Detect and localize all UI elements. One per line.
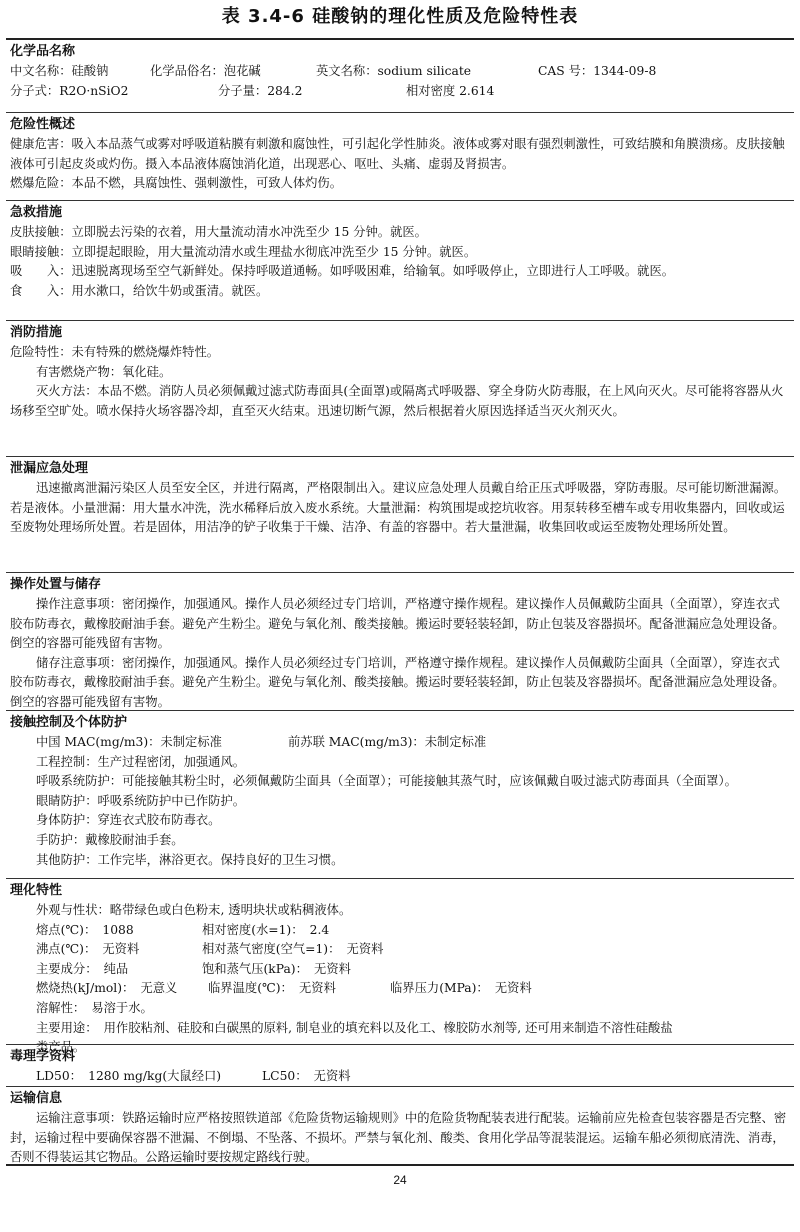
hazard-property: 危险特性：未有特殊的燃烧爆炸特性。 [10, 345, 220, 359]
respiratory-protection [10, 772, 790, 792]
main-use: 主要用途： 用作胶粘剂、硅胶和白碳黑的原料, 制皂业的填充料以及化工、橡胶防水剂等, 还可用来制造不溶性硅酸盐类产品。 [36, 1020, 673, 1055]
section-handling-storage [6, 572, 794, 710]
molecular-weight: 分子量：284.2 [218, 83, 303, 98]
section-heading: 急救措施 [10, 205, 63, 220]
transport-notes [10, 1109, 790, 1168]
section-heading: 运输信息 [10, 1091, 63, 1106]
page-number: 24 [393, 1173, 407, 1187]
leak-procedure [10, 479, 790, 538]
eye-protection: 眼睛防护：呼吸系统防护中已作防护。 [36, 793, 246, 808]
property-table [6, 38, 794, 1166]
boiling-row [10, 940, 790, 960]
boiling-point: 沸点(℃)： 无资料 [36, 942, 140, 957]
section-heading: 毒理学资料 [10, 1049, 76, 1064]
section-leak [6, 456, 794, 572]
ingestion: 食 入：用水漱口，给饮牛奶或蛋清。就医。 [10, 283, 269, 298]
section-heading: 化学品名称 [10, 44, 76, 59]
relative-density: 相对密度 2.614 [406, 83, 495, 98]
section-identification [6, 40, 794, 112]
page-title: 表 3.4-6 硅酸钠的理化性质及危险特性表 [221, 6, 579, 27]
vapor-density: 相对蒸气密度(空气=1)： 无资料 [202, 942, 384, 957]
transport-text: 运输注意事项：铁路运输时应严格按照铁道部《危险货物运输规则》中的危险货物配装表进行配装。运输前应先检查包装容器是否完整、密封，运输过程中要确保容器不泄漏、不倒塌、不坠落、不损坏。严禁与氧化剂、酸类、食用化学品等混装混运。运输车船必须彻底清洗、消毒，否则不得装运其它物品。公路运输时要按规定路线行驶。 [10, 1111, 787, 1165]
respiratory-text: 呼吸系统防护：可能接触其粉尘时，必须佩戴防尘面具（全面罩）；可能接触其蒸气时，应该佩戴自吸过滤式防毒面具（全面罩）。 [36, 774, 737, 789]
section-firefighting [6, 320, 794, 456]
section-heading: 理化特性 [10, 883, 63, 898]
main-component: 主要成分： 纯品 [36, 961, 129, 976]
common-name: 化学品俗名：泡花碱 [150, 64, 261, 78]
critical-temperature: 临界温度(℃)： 无资料 [208, 981, 336, 996]
extinguishing-method [10, 382, 790, 421]
extinguishing-text: 灭火方法：本品不燃。消防人员必须佩戴过滤式防毒面具(全面罩)或隔离式呼吸器、穿全身防火防毒服，在上风向灭火。尽可能将容器从火场移至空旷处。喷水保持火场容器冷却，直至灭火结束。迅速切断气源，然后根据着火原因选择适当灭火剂灭火。 [10, 384, 784, 418]
section-transport [6, 1086, 794, 1164]
engineering-control: 工程控制：生产过程密闭，加强通风。 [36, 754, 246, 769]
mac-row [10, 733, 790, 753]
combustion-products: 有害燃烧产物：氧化硅。 [36, 364, 172, 379]
solubility: 溶解性： 易溶于水。 [36, 1000, 153, 1015]
lc50: LC50： 无资料 [262, 1069, 351, 1083]
formula-row [10, 82, 790, 102]
storage-notes [10, 654, 790, 713]
leak-text: 迅速撤离泄漏污染区人员至安全区，并进行隔离，严格限制出入。建议应急处理人员戴自给正压式呼吸器，穿防毒服。尽可能切断泄漏源。若是液体。小量泄漏：用大量水冲洗，洗水稀释后放入废水系统。大量泄漏：构筑围堤或挖坑收容。用泵转移至槽车或专用收集器内，回收或运至废物处理场所处置。若是固体，用洁净的铲子收集于干燥、洁净、有盖的容器中。若大量泄漏，收集回收或运至废物处理场所处置。 [10, 481, 787, 535]
health-hazard: 健康危害：吸入本品蒸气或雾对呼吸道粘膜有刺激和腐蚀性，可引起化学性肺炎。液体或雾对眼有强烈刺激性，可致结膜和角膜溃疡。皮肤接触液体可引起皮炎或灼伤。摄入本品液体腐蚀消化道，出现恶心、呕吐、头痛、虚弱及肾损害。 [10, 137, 785, 171]
ussr-mac: 前苏联 MAC(mg/m3)：未制定标准 [288, 735, 487, 749]
inhalation: 吸 入：迅速脱离现场至空气新鲜处。保持呼吸道通畅。如呼吸困难，给输氧。如呼吸停止，立即进行人工呼吸。就医。 [10, 264, 675, 279]
storage-text: 储存注意事项：密闭操作，加强通风。操作人员必须经过专门培训，严格遵守操作规程。建议操作人员佩戴防尘面具（全面罩），穿连衣式胶布防毒衣，戴橡胶耐油手套。避免产生粉尘。避免与氧化剂、酸类接触。搬运时要轻装轻卸，防止包装及容器损坏。配备泄漏应急处理设备。倒空的容器可能残留有害物。 [10, 655, 785, 709]
handling-text: 操作注意事项：密闭操作，加强通风。操作人员必须经过专门培训，严格遵守操作规程。建议操作人员佩戴防尘面具（全面罩），穿连衣式胶布防毒衣，戴橡胶耐油手套。避免产生粉尘。避免与氧化剂、酸类接触。搬运时要轻装轻卸，防止包装及容器损坏。配备泄漏应急处理设备。倒空的容器可能残留有害物。 [10, 597, 785, 651]
composition-row [10, 960, 790, 980]
relative-density-water: 相对密度(水=1)： 2.4 [202, 922, 330, 937]
china-mac: 中国 MAC(mg/m3)：未制定标准 [36, 735, 222, 749]
melting-row [10, 921, 790, 941]
handling-notes [10, 595, 790, 654]
english-name: 英文名称：sodium silicate [316, 64, 472, 78]
section-heading: 操作处置与储存 [10, 577, 102, 592]
body-protection: 身体防护：穿连衣式胶布防毒衣。 [36, 813, 221, 828]
ld50: LD50： 1280 mg/kg(大鼠经口) [36, 1069, 222, 1083]
section-exposure-control [6, 710, 794, 878]
section-heading: 消防措施 [10, 325, 63, 340]
section-first-aid [6, 200, 794, 320]
section-toxicology [6, 1044, 794, 1086]
vapor-pressure: 饱和蒸气压(kPa)： 无资料 [202, 961, 351, 976]
cas-number: CAS 号：1344-09-8 [538, 64, 657, 78]
melting-point: 熔点(℃)： 1088 [36, 922, 134, 937]
appearance: 外观与性状：略带绿色或白色粉末, 透明块状或粘稠液体。 [36, 903, 352, 917]
section-heading: 接触控制及个体防护 [10, 715, 128, 730]
combustion-row [10, 979, 790, 999]
hand-protection: 手防护：戴橡胶耐油手套。 [36, 832, 184, 847]
name-row [10, 62, 790, 82]
eye-contact: 眼睛接触：立即提起眼睑，用大量流动清水或生理盐水彻底冲洗至少 15 分钟。就医。 [10, 244, 477, 259]
fire-hazard: 燃爆危险：本品不燃，具腐蚀性、强刺激性，可致人体灼伤。 [10, 176, 343, 191]
tox-row [10, 1067, 790, 1087]
chinese-name: 中文名称：硅酸钠 [10, 64, 109, 78]
section-heading: 危险性概述 [10, 117, 76, 132]
molecular-formula: 分子式：R2O·nSiO2 [10, 83, 129, 98]
section-hazard [6, 112, 794, 200]
skin-contact: 皮肤接触：立即脱去污染的衣着，用大量流动清水冲洗至少 15 分钟。就医。 [10, 225, 427, 239]
section-heading: 泄漏应急处理 [10, 461, 89, 476]
critical-pressure: 临界压力(MPa)： 无资料 [390, 981, 532, 996]
heat-of-combustion: 燃烧热(kJ/mol)： 无意义 [36, 981, 178, 996]
other-protection: 其他防护：工作完毕，淋浴更衣。保持良好的卫生习惯。 [36, 852, 344, 867]
section-properties [6, 878, 794, 1055]
